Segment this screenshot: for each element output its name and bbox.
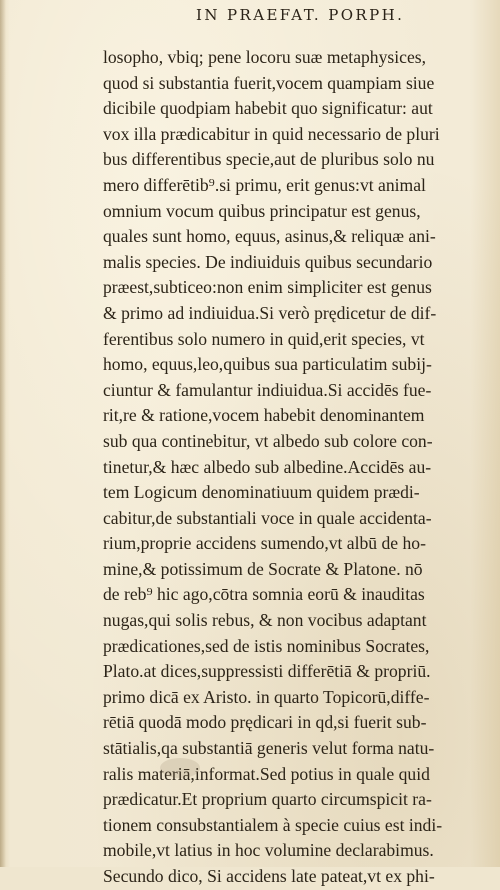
text-line: primo dicā ex Aristo. in quarto Topicorū,diffe- <box>103 686 430 707</box>
text-line: sub qua continebitur, vt albedo sub colore con- <box>103 430 433 451</box>
text-line: ralis materiā,informat.Sed potius in quale quid <box>103 763 430 784</box>
text-line: tionem consubstantialem à specie cuius est indi- <box>103 814 443 835</box>
text-line: Secundo dico, Si accidens late pateat,vt ex phi- <box>103 866 435 886</box>
text-line: nugas,qui solis rebus, & non vocibus adaptant <box>103 610 427 631</box>
text-line: omnium vocum quibus principatur est genus, <box>103 200 421 221</box>
body-text <box>103 45 487 890</box>
text-line: cabitur,de substantiali voce in quale accidenta- <box>103 507 432 528</box>
text-line: prædicationes,sed de istis nominibus Socrates, <box>103 635 430 656</box>
text-line: & primo ad indiuidua.Si verò prędicetur de dif- <box>103 302 437 323</box>
text-line: dicibile quodpiam habebit quo significatur: aut <box>103 98 433 119</box>
text-line: Plato.at dices,suppressisti differētiā & propriū. <box>103 661 431 682</box>
text-line: quales sunt homo, equus, asinus,& reliquæ ani- <box>103 226 436 247</box>
text-line: tem Logicum denominatiuum quidem prædi- <box>103 482 420 503</box>
text-line: mero differētib⁹.si primu, erit genus:vt animal <box>103 174 426 195</box>
text-line: præest,subticeo:non enim simpliciter est genus <box>103 277 432 298</box>
text-line: vox illa prædicabitur in quid necessario de pluri <box>103 123 440 144</box>
text-line: de reb⁹ hic ago,cōtra somnia eorū & inauditas <box>103 584 425 605</box>
text-line: rētiā quodā modo prędicari in qd,si fuerit sub- <box>103 712 427 733</box>
text-line: ciuntur & famulantur indiuidua.Si accidēs fue- <box>103 379 432 400</box>
ink-smudge <box>160 758 200 778</box>
text-line: tinetur,& hæc albedo sub albedine.Accidēs au- <box>103 456 432 477</box>
text-line: homo, equus,leo,quibus sua particulatim subij- <box>103 354 432 375</box>
text-line: mobile,vt latius in hoc volumine declarabimus. <box>103 840 434 861</box>
text-line: stātialis,qa substantiā generis velut forma natu- <box>103 738 435 759</box>
text-line: losopho, vbiq; pene locoru suæ metaphysices, <box>103 47 426 67</box>
text-line: prædicatur.Et proprium quarto circumspicit ra- <box>103 789 432 810</box>
text-line: bus differentibus specie,aut de pluribus solo nu <box>103 149 435 170</box>
text-line: rit,re & ratione,vocem habebit denominantem <box>103 405 425 426</box>
text-line: quod si substantia fuerit,vocem quampiam siue <box>103 72 435 93</box>
text-line: mine,& potissimum de Socrate & Platone. nō <box>103 558 423 579</box>
running-head: IN PRAEFAT. PORPH. <box>196 6 405 24</box>
text-line: rium,proprie accidens sumendo,vt albū de ho- <box>103 533 426 554</box>
text-line: malis species. De indiuiduis quibus secundario <box>103 251 433 272</box>
text-line: ferentibus solo numero in quid,erit species, vt <box>103 328 425 349</box>
